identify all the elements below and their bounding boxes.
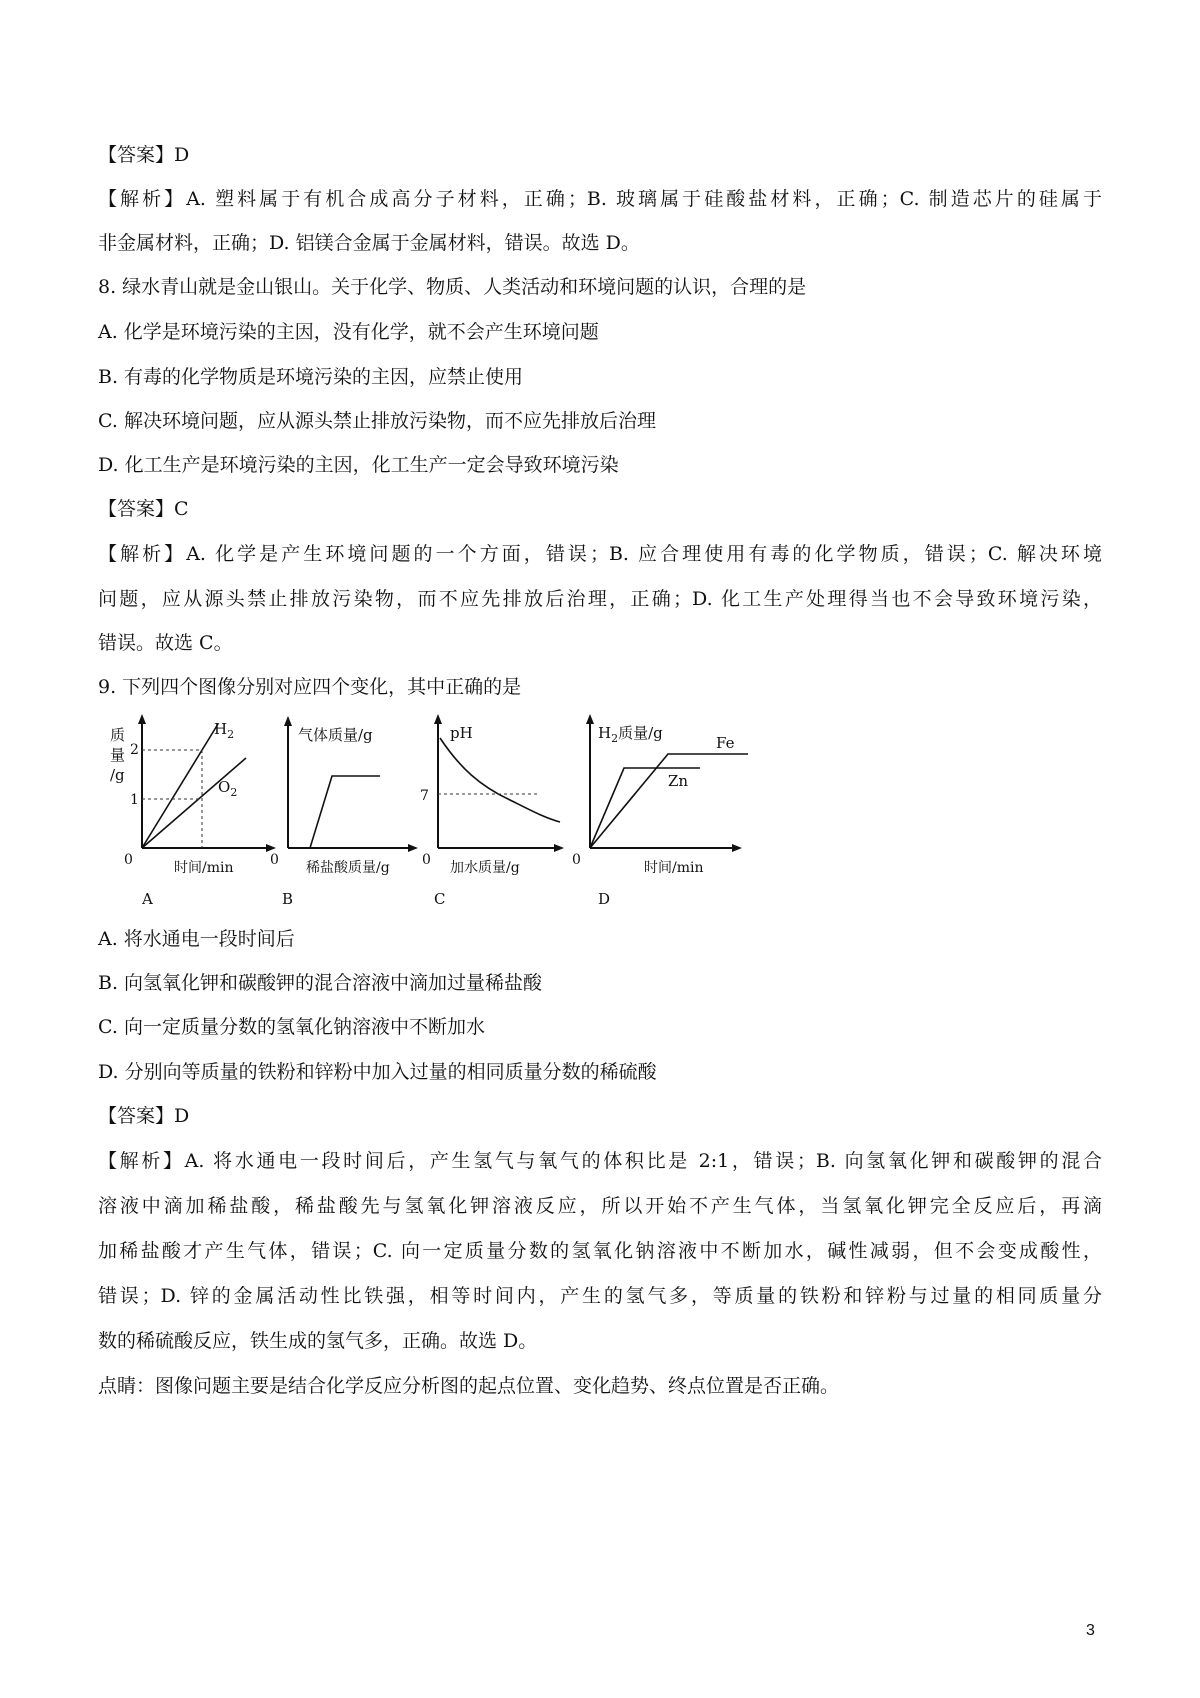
q8-analysis-line-1: 【解析】A. 化学是产生环境问题的一个方面，错误；B. 应合理使用有毒的化学物质，错误；C. 解决环境 [98,543,1102,565]
q9-graphs-svg [100,708,760,920]
q7-answer: 【答案】D [98,144,190,166]
q8-answer: 【答案】C [98,498,189,520]
graph-a-ylabel-2: 量 [110,746,126,764]
h2-line [142,724,218,848]
q8-option-c: C. 解决环境问题，应从源头禁止排放污染物，而不应先排放后治理 [98,410,656,432]
q9-graphs-figure [100,708,760,920]
graph-c-ylabel: pH [450,724,473,742]
graph-a-o2-label: $O_2$ [218,778,238,799]
q9-analysis-line-1: 【解析】A. 将水通电一段时间后，产生氢气与氧气的体积比是 2:1，错误；B. 向氢氧化钾和碳酸钾的混合 [98,1150,1102,1172]
graph-b-origin: 0 [270,852,279,868]
graph-a-ylabel-3: /g [110,766,125,784]
q9-option-a: A. 将水通电一段时间后 [98,928,295,950]
graph-c [420,714,564,908]
q9-option-c: C. 向一定质量分数的氢氧化钠溶液中不断加水 [98,1016,485,1038]
q9-analysis-line-3: 加稀盐酸才产生气体，错误；C. 向一定质量分数的氢氧化钠溶液中不断加水，碱性减弱，但不会变成酸性， [98,1240,1102,1262]
q9-option-b: B. 向氢氧化钾和碳酸钾的混合溶液中滴加过量稀盐酸 [98,972,543,994]
q7-analysis-line-2: 非金属材料，正确；D. 铝镁合金属于金属材料，错误。故选 D。 [98,232,640,254]
graph-a-origin: 0 [124,852,133,868]
graph-d-xlabel: 时间/min [644,860,704,876]
graph-b-letter: B [282,890,294,908]
graph-a-h2-label: $H_2$ [214,720,235,741]
graph-c-xlabel: 加水质量/g [450,860,520,876]
q9-answer: 【答案】D [98,1105,190,1127]
graph-a-letter: A [142,890,153,908]
graph-d-zn-label: Zn [668,772,689,790]
graph-d [572,714,748,908]
graph-c-letter: C [434,890,446,908]
q8-option-b: B. 有毒的化学物质是环境污染的主因，应禁止使用 [98,366,524,388]
q8-question: 8. 绿水青山就是金山银山。关于化学、物质、人类活动和环境问题的认识，合理的是 [98,276,807,298]
q8-analysis-line-3: 错误。故选 C。 [98,632,233,654]
graph-a-tick-2: 2 [130,742,139,758]
graph-b [270,716,418,908]
q9-analysis-line-5: 数的稀硫酸反应，铁生成的氢气多，正确。故选 D。 [98,1330,538,1352]
graph-c-tick-7: 7 [420,788,429,804]
graph-d-ylabel: $H_2$质量/g [598,724,663,745]
graph-d-origin: 0 [572,852,581,868]
graph-a-xlabel: 时间/min [174,860,234,876]
q9-analysis-line-2: 溶液中滴加稀盐酸，稀盐酸先与氢氧化钾溶液反应，所以开始不产生气体，当氢氧化钾完全反应后，再滴 [98,1195,1102,1217]
graph-a-tick-1: 1 [130,792,139,808]
graph-d-fe-label: Fe [716,734,735,752]
graph-a [110,714,276,908]
q8-option-a: A. 化学是环境污染的主因，没有化学，就不会产生环境问题 [98,321,599,343]
graph-c-origin: 0 [422,852,431,868]
q9-option-d: D. 分别向等质量的铁粉和锌粉中加入过量的相同质量分数的稀硫酸 [98,1061,657,1083]
ph-curve [440,738,560,822]
q7-analysis-line-1: 【解析】A. 塑料属于有机合成高分子材料，正确；B. 玻璃属于硅酸盐材料，正确；C. 制造芯片的硅属于 [98,188,1102,210]
q9-analysis-line-4: 错误；D. 锌的金属活动性比铁强，相等时间内，产生的氢气多，等质量的铁粉和锌粉与过量的相同质量分 [98,1285,1102,1307]
page-number: 3 [1086,1622,1095,1639]
q9-question: 9. 下列四个图像分别对应四个变化，其中正确的是 [98,676,522,698]
o2-line [142,758,246,848]
q8-analysis-line-2: 问题，应从源头禁止排放污染物，而不应先排放后治理，正确；D. 化工生产处理得当也不会导致环境污染， [98,588,1102,610]
gas-mass-line [288,776,380,848]
graph-d-letter: D [598,890,611,908]
q9-tip: 点睛：图像问题主要是结合化学反应分析图的起点位置、变化趋势、终点位置是否正确。 [98,1375,840,1397]
graph-b-xlabel: 稀盐酸质量/g [306,860,390,876]
graph-b-ylabel: 气体质量/g [298,726,373,744]
q8-option-d: D. 化工生产是环境污染的主因，化工生产一定会导致环境污染 [98,454,619,476]
graph-a-ylabel-1: 质 [110,726,126,744]
